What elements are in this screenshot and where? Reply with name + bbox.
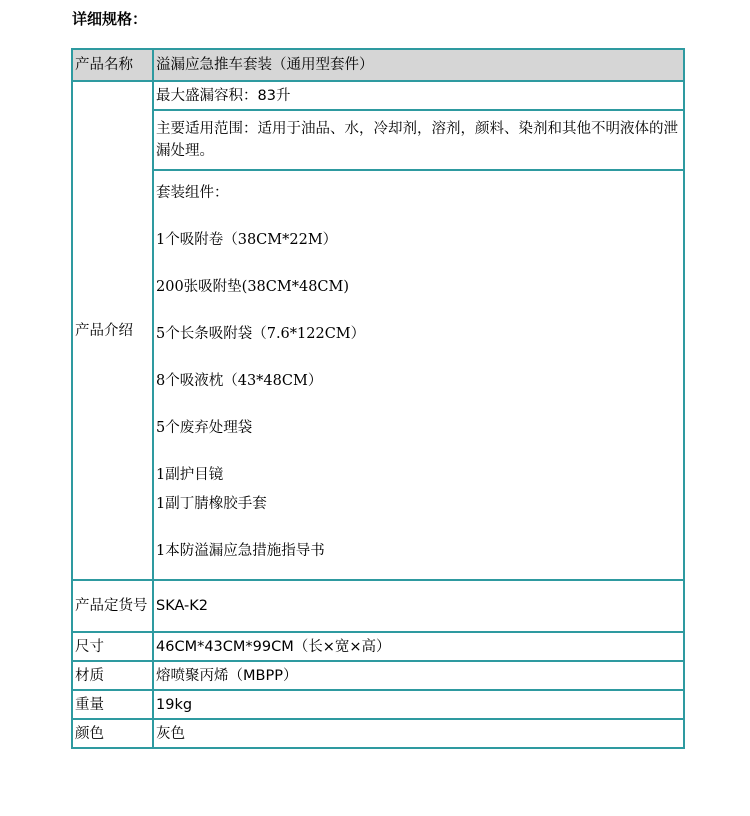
size-label: 尺寸 (72, 632, 153, 661)
name-label: 产品名称 (72, 49, 153, 81)
sku-value: SKA-K2 (153, 580, 684, 632)
spec-table (71, 48, 685, 749)
color-value: 灰色 (153, 719, 684, 748)
material-label: 材质 (72, 661, 153, 690)
color-label: 颜色 (72, 719, 153, 748)
component-item: 1副护目镜 (156, 467, 224, 483)
usage-value: 主要适用范围：适用于油品、水，冷却剂，溶剂，颜料、染剂和其他不明液体的泄漏处理。 (153, 110, 684, 170)
component-item: 200张吸附垫(38CM*48CM) (156, 279, 350, 295)
table-row (72, 690, 684, 719)
section-heading: 详细规格： (72, 10, 148, 28)
capacity-value: 最大盛漏容积：83升 (153, 81, 684, 110)
components-title: 套装组件： (156, 185, 229, 201)
table-row (72, 170, 684, 580)
size-value: 46CM*43CM*99CM（长×宽×高） (153, 632, 684, 661)
weight-label: 重量 (72, 690, 153, 719)
table-row (72, 580, 684, 632)
weight-value: 19kg (153, 690, 684, 719)
component-item: 1本防溢漏应急措施指导书 (156, 543, 325, 559)
component-item: 1个吸附卷（38CM*22M） (156, 232, 338, 248)
table-row (72, 110, 684, 170)
components-cell (153, 170, 684, 580)
component-item: 1副丁腈橡胶手套 (156, 496, 267, 512)
table-row (72, 49, 684, 81)
material-value: 熔喷聚丙烯（MBPP） (153, 661, 684, 690)
name-value: 溢漏应急推车套装（通用型套件） (153, 49, 684, 81)
table-row (72, 81, 684, 110)
table-row (72, 661, 684, 690)
table-row (72, 719, 684, 748)
component-item: 5个长条吸附袋（7.6*122CM） (156, 326, 366, 342)
intro-label: 产品介绍 (72, 81, 153, 580)
component-item: 5个废弃处理袋 (156, 420, 253, 436)
table-row (72, 632, 684, 661)
sku-label: 产品定货号 (72, 580, 153, 632)
component-item: 8个吸液枕（43*48CM） (156, 373, 323, 389)
